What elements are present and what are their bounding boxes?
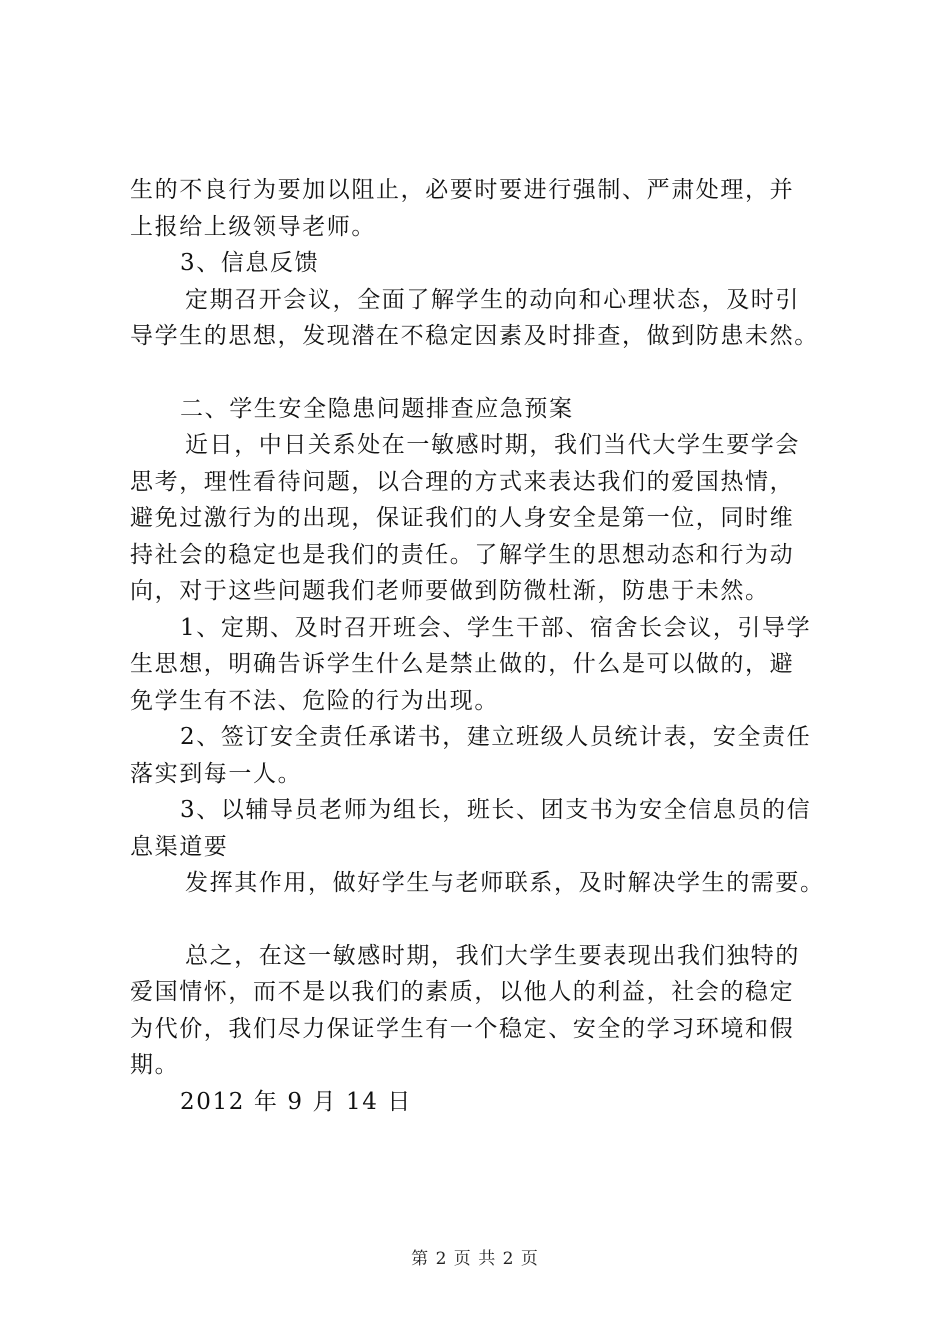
section-item-3-title: 3、信息反馈: [180, 250, 320, 276]
paragraph-line: 息渠道要: [130, 833, 229, 860]
section-heading-2: 二、学生安全隐患问题排查应急预案: [180, 395, 574, 422]
paragraph-gap: [130, 355, 840, 391]
paragraph-line: 向，对于这些问题我们老师要做到防微杜渐，防患于未然。: [130, 578, 770, 604]
paragraph-line: 定期召开会议，全面了解学生的动向和心理状态，及时引: [185, 286, 800, 313]
list-item-2: 2、签订安全责任承诺书，建立班级人员统计表，安全责任: [180, 724, 812, 750]
paragraph-line: 思考，理性看待问题，以合理的方式来表达我们的爱国热情，: [130, 468, 795, 495]
conclusion-line: 总之，在这一敏感时期，我们大学生要表现出我们独特的: [185, 942, 800, 969]
paragraph-line: 生思想，明确告诉学生什么是禁止做的，什么是可以做的，避: [130, 651, 795, 677]
conclusion-line: 为代价，我们尽力保证学生有一个稳定、安全的学习环境和假: [130, 1015, 795, 1042]
paragraph-line: 免学生有不法、危险的行为出现。: [130, 687, 499, 714]
paragraph-line: 导学生的思想，发现潜在不稳定因素及时排查，做到防患未然。: [130, 323, 819, 349]
paragraph-line: 落实到每一人。: [130, 760, 303, 787]
conclusion-line: 爱国情怀，而不是以我们的素质，以他人的利益，社会的稳定: [130, 979, 795, 1005]
list-item-3: 3、以辅导员老师为组长，班长、团支书为安全信息员的信: [180, 797, 812, 823]
paragraph-line: 持社会的稳定也是我们的责任。了解学生的思想动态和行为动: [130, 541, 795, 568]
conclusion-line: 期。: [130, 1052, 180, 1078]
document-body: [130, 172, 840, 1120]
list-item-1: 1、定期、及时召开班会、学生干部、宿舍长会议，引导学: [180, 614, 812, 641]
paragraph-gap: [130, 902, 840, 938]
paragraph-line: 避免过激行为的出现，保证我们的人身安全是第一位，同时维: [130, 505, 795, 531]
paragraph-line: 发挥其作用，做好学生与老师联系，及时解决学生的需要。: [185, 870, 825, 896]
document-date: 2012 年 9 月 14 日: [180, 1088, 412, 1115]
paragraph-line: 生的不良行为要加以阻止，必要时要进行强制、严肃处理，并: [130, 177, 795, 203]
paragraph-line: 上报给上级领导老师。: [130, 213, 376, 240]
paragraph-line: 近日，中日关系处在一敏感时期，我们当代大学生要学会: [185, 432, 800, 458]
page-footer: 第 2 页 共 2 页: [411, 1249, 539, 1269]
